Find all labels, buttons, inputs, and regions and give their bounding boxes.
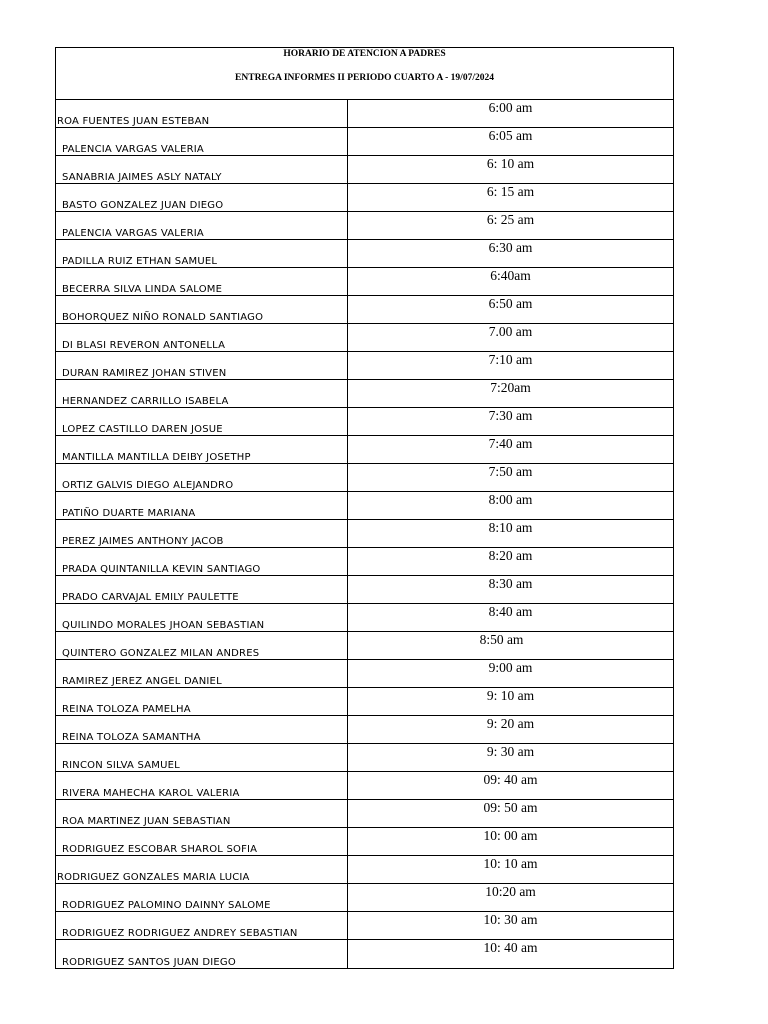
appointment-time: 9: 10 am: [486, 688, 535, 703]
appointment-time: 6:00 am: [488, 100, 533, 115]
student-name: BECERRA SILVA LINDA SALOME: [56, 268, 348, 295]
table-row: [56, 380, 673, 408]
appointment-time: 7:50 am: [488, 464, 533, 479]
appointment-time: 7:30 am: [488, 408, 533, 423]
table-row: [56, 184, 673, 212]
appointment-time: 10:20 am: [485, 884, 536, 899]
student-name: RODRIGUEZ RODRIGUEZ ANDREY SEBASTIAN: [56, 912, 348, 939]
appointment-time: 6:50 am: [488, 296, 533, 311]
table-row: [56, 324, 673, 352]
student-name: LOPEZ CASTILLO DAREN JOSUE: [56, 408, 348, 435]
table-row: [56, 128, 673, 156]
table-row: [56, 744, 673, 772]
student-name: DURAN RAMIREZ JOHAN STIVEN: [56, 352, 348, 379]
student-name: ROA MARTINEZ JUAN SEBASTIAN: [56, 800, 348, 827]
appointment-time: 7:10 am: [488, 352, 533, 367]
table-row: [56, 296, 673, 324]
student-name: ORTIZ GALVIS DIEGO ALEJANDRO: [56, 464, 348, 491]
student-name: RODRIGUEZ PALOMINO DAINNY SALOME: [56, 884, 348, 911]
table-row: [56, 800, 673, 828]
student-name: RIVERA MAHECHA KAROL VALERIA: [56, 772, 348, 799]
page-subtitle: ENTREGA INFORMES II PERIODO CUARTO A - 19/07/2024: [235, 73, 494, 83]
student-name: PRADO CARVAJAL EMILY PAULETTE: [56, 576, 348, 603]
student-name: MANTILLA MANTILLA DEIBY JOSETHP: [56, 436, 348, 463]
page-title: HORARIO DE ATENCION A PADRES: [283, 49, 446, 59]
table-row: [56, 716, 673, 744]
table-row: [56, 548, 673, 576]
student-name: QUINTERO GONZALEZ MILAN ANDRES: [56, 632, 348, 659]
schedule-table: [55, 47, 674, 969]
appointment-time: 6: 10 am: [486, 156, 535, 171]
table-row: [56, 100, 673, 128]
student-name: REINA TOLOZA SAMANTHA: [56, 716, 348, 743]
appointment-time: 09: 50 am: [483, 800, 538, 815]
table-row: [56, 520, 673, 548]
table-row: [56, 492, 673, 520]
student-name: PADILLA RUIZ ETHAN SAMUEL: [56, 240, 348, 267]
student-name: ROA FUENTES JUAN ESTEBAN: [56, 100, 348, 127]
table-row: [56, 856, 673, 884]
appointment-time: 10: 10 am: [483, 856, 538, 871]
appointment-time: 9:00 am: [488, 660, 533, 675]
table-row: [56, 604, 673, 632]
student-name: RODRIGUEZ GONZALES MARIA LUCIA: [56, 856, 348, 883]
appointment-time: 8:00 am: [488, 492, 533, 507]
student-name: PEREZ JAIMES ANTHONY JACOB: [56, 520, 348, 547]
table-row: [56, 772, 673, 800]
student-name: BOHORQUEZ NIÑO RONALD SANTIAGO: [56, 296, 348, 323]
table-row: [56, 576, 673, 604]
appointment-time: 8:30 am: [488, 576, 533, 591]
student-name: RAMIREZ JEREZ ANGEL DANIEL: [56, 660, 348, 687]
appointment-time: 8:20 am: [488, 548, 533, 563]
student-name: REINA TOLOZA PAMELHA: [56, 688, 348, 715]
appointment-time: 10: 30 am: [483, 912, 538, 927]
appointment-time: 6: 15 am: [486, 184, 535, 199]
table-row: [56, 940, 673, 968]
appointment-time: 6:30 am: [488, 240, 533, 255]
appointment-time: 7:40 am: [488, 436, 533, 451]
table-header: [56, 48, 673, 100]
student-name: PALENCIA VARGAS VALERIA: [56, 212, 348, 239]
student-name: HERNANDEZ CARRILLO ISABELA: [56, 380, 348, 407]
appointment-time: 6: 25 am: [486, 212, 535, 227]
appointment-time: 7.00 am: [488, 324, 533, 339]
student-name: RODRIGUEZ SANTOS JUAN DIEGO: [56, 940, 348, 968]
student-name: RINCON SILVA SAMUEL: [56, 744, 348, 771]
student-name: PALENCIA VARGAS VALERIA: [56, 128, 348, 155]
table-row: [56, 240, 673, 268]
appointment-time: 8:50 am: [479, 632, 524, 647]
appointment-time: 9: 30 am: [486, 744, 535, 759]
appointment-time: 6:40am: [490, 268, 531, 283]
table-body: [56, 100, 673, 968]
appointment-time: 6:05 am: [488, 128, 533, 143]
table-row: [56, 464, 673, 492]
student-name: PATIÑO DUARTE MARIANA: [56, 492, 348, 519]
appointment-time: 9: 20 am: [486, 716, 535, 731]
table-row: [56, 828, 673, 856]
student-name: QUILINDO MORALES JHOAN SEBASTIAN: [56, 604, 348, 631]
table-row: [56, 660, 673, 688]
table-row: [56, 268, 673, 296]
appointment-time: 8:40 am: [488, 604, 533, 619]
student-name: RODRIGUEZ ESCOBAR SHAROL SOFIA: [56, 828, 348, 855]
table-row: [56, 352, 673, 380]
student-name: BASTO GONZALEZ JUAN DIEGO: [56, 184, 348, 211]
appointment-time: 09: 40 am: [483, 772, 538, 787]
table-row: [56, 408, 673, 436]
table-row: [56, 632, 673, 660]
appointment-time: 8:10 am: [488, 520, 533, 535]
appointment-time: 10: 00 am: [483, 828, 538, 843]
student-name: SANABRIA JAIMES ASLY NATALY: [56, 156, 348, 183]
table-row: [56, 212, 673, 240]
table-row: [56, 912, 673, 940]
student-name: DI BLASI REVERON ANTONELLA: [56, 324, 348, 351]
appointment-time: 7:20am: [490, 380, 531, 395]
student-name: PRADA QUINTANILLA KEVIN SANTIAGO: [56, 548, 348, 575]
table-row: [56, 156, 673, 184]
appointment-time: 10: 40 am: [483, 940, 538, 955]
table-row: [56, 884, 673, 912]
table-row: [56, 436, 673, 464]
table-row: [56, 688, 673, 716]
